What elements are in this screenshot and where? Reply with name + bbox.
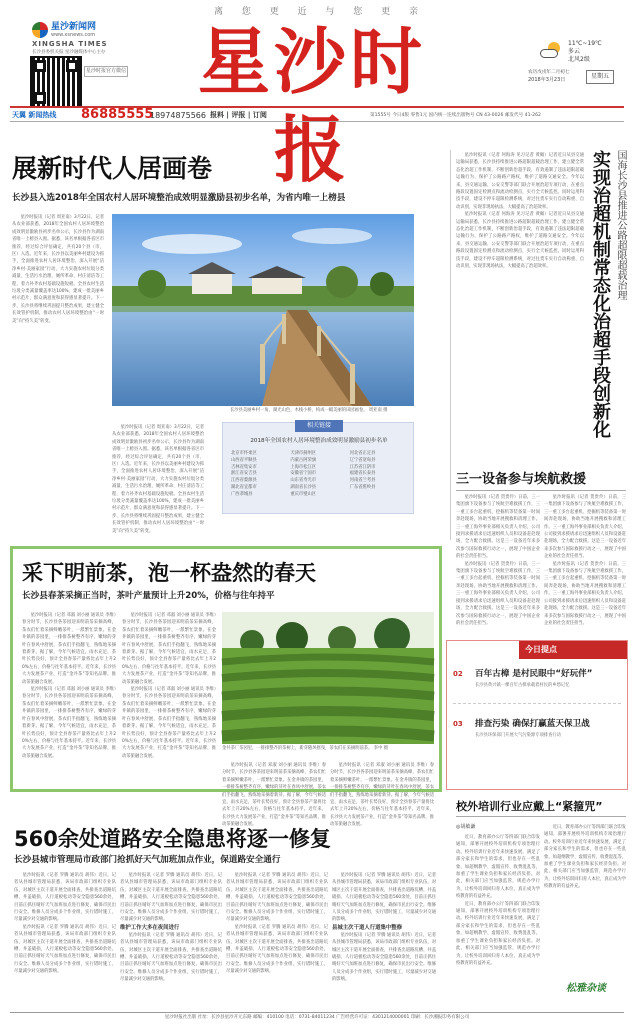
- story4-body-col2: 近日，教育部办公厅等四部门联合印发通知，部署开展校外培训机构专项治理行动。校外培训行业近年来快速发展，满足了部分家长和学生的需求，但也存在一些乱象，如超纲教学、虚假宣传、收费混乱等，加重了学生课业负担和家长经济负担。对此，相关部门应当加强监管，规范办学行为，让校外培训回归育人本位，真正成为学校教育的有益补充。: [544, 825, 626, 890]
- county-item: 江苏省江阴市: [349, 464, 376, 470]
- related-links-title: 2018年全国农村人居环境整治成效明显激励县初步名单: [250, 438, 388, 444]
- story1-body-col2: 星沙时报讯（记者 周亚南）3月22日，记者从农业部获悉，2018年全国农村人居环境整治成效明显激励县初步名单公示，长沙县作为湖南省唯一上榜县入围。据悉，该名单根据各省区市推荐，经过综合评估确定，共有20个县（市、区）入选。近年来，长沙县以美丽乡村建设为抓手，全面推进农村人居环境整治，深入开展“洁净乡村·美丽家园”行动，大力实施农村垃圾分类减量、生活污水治理、厕所革命、村庄清洁等工程，着力补齐农村基础设施短板。全县农村生活垃圾分类减量覆盖率达100%，建成一批美丽乡村示范片，群众满意度和获得感显著提升。下一步，长沙县将继续巩固提升整治成果，建立健全长效管护机制，推动农村人居环境整治由“一时美”向“持久美”转变。: [112, 425, 204, 534]
- story1-body-col1: 星沙时报讯（记者 周亚南）3月22日，记者从农业部获悉，2018年全国农村人居环境整治成效明显激励县初步名单公示，长沙县作为湖南省唯一上榜县入围。据悉，该名单根据各省区市推荐，经过综合评估确定，共有20个县（市、区）入选。近年来，长沙县以美丽乡村建设为抓手，全面推进农村人居环境整治，深入开展“洁净乡村·美丽家园”行动，大力实施农村垃圾分类减量、生活污水治理、厕所革命、村庄清洁等工程，着力补齐农村基础设施短板。全县农村生活垃圾分类减量覆盖率达100%，建成一批美丽乡村示范片，群众满意度和获得感显著提升。下一步，长沙县将继续巩固提升整治成果，建立健全长效管护机制，推动农村人居环境整治由“一时美”向“持久美”转变。: [12, 215, 104, 324]
- story5-body-col2: 星沙时报讯（记者 罗腾 通讯员 胡伟）近日，记者从县城市管理局获悉，该局市政部门组织专业队伍，对城区主次干道开展全面排查，共排查出道路坑槽、井盖破损、人行道板松动等安全隐患560余处，目前正抓住晴好天气加班加点进行修复，确保市民出行安全。维修人员分成多个作业组，实行错时施工，尽量减少对交通的影响。 维护工作大多在夜间进行 星沙时报讯（记者 罗腾 通讯员 胡伟）近日，记者从县城市管理局获悉，该局市政部门组织专业队伍，对城区主次干道开展全面排查，共排查出道路坑槽、井盖破损、人行道板松动等安全隐患560余处，目前正抓住晴好天气加班加点进行修复，确保市民出行安全。维修人员分成多个作业组，实行错时施工，尽量减少对交通的影响。: [120, 873, 222, 983]
- county-item: 北京市怀柔区: [231, 451, 257, 456]
- today-item-num: 02: [453, 670, 463, 678]
- story2-body-col3: 星沙时报讯（记者 邓淑 刘小丽 通讯员 李维）春分时节，长沙县各茶园迎来明前茶采摘高峰，茶农们忙着采摘鲜嫩茶叶，一派繁忙景象。在金井镇的茶园里，一排排茶树整齐有序，嫩绿的芽叶在春风中舒展，茶农们手指翻飞，熟练地采摘着新芽。据了解，今年气候适宜，雨水充足，茶叶长势良好，预计全县春茶产量将比去年上升20%左右，价格与往年基本持平。近年来，长沙县大力发展茶产业，打造“金井茶”等知名品牌，推动茶旅融合发展。: [222, 763, 326, 828]
- mobile-number[interactable]: 18974875566: [150, 111, 206, 120]
- today-box-title: 今日提点: [525, 645, 557, 654]
- weather-box: [528, 38, 610, 68]
- weekday: 星期五: [586, 70, 614, 84]
- slogan-bar: [0, 6, 634, 18]
- hotline-links: 报料 | 评报 | 订阅: [210, 111, 267, 119]
- hotline-bar: [10, 106, 624, 122]
- county-item: 广西恭城县: [231, 491, 253, 497]
- lunar-date: 农历戊戌年二月初七: [528, 70, 570, 75]
- story2-body-col1: 星沙时报讯（记者 邓淑 刘小丽 通讯员 李维）春分时节，长沙县各茶园迎来明前茶采摘高峰，茶农们忙着采摘鲜嫩茶叶，一派繁忙景象。在金井镇的茶园里，一排排茶树整齐有序，嫩绿的芽叶在春风中舒展，茶农们手指翻飞，熟练地采摘着新芽。据了解，今年气候适宜，雨水充足，茶叶长势良好，预计全县春茶产量将比去年上升20%左右，价格与往年基本持平。近年来，长沙县大力发展茶产业，打造“金井茶”等知名品牌，推动茶旅融合发展。 星沙时报讯（记者 邓淑 刘小丽 通讯员 李维）春分时节，长沙县各茶园迎来明前茶采摘高峰，茶农们忙着采摘鲜嫩茶叶，一派繁忙景象。在金井镇的茶园里，一排排茶树整齐有序，嫩绿的芽叶在春风中舒展，茶农们手指翻飞，熟练地采摘着新芽。据了解，今年气候适宜，雨水充足，茶叶长势良好，预计全县春茶产量将比去年上升20%左右，价格与往年基本持平。近年来，长沙县大力发展茶产业，打造“金井茶”等知名品牌，推动茶旅融合发展。: [22, 613, 116, 759]
- link-pingbao[interactable]: 评报: [231, 111, 246, 119]
- county-item: 广东省蕉岭县: [349, 484, 376, 490]
- right-col-body: 星沙时报讯（记者 何海涛 见习记者 黄佩）记者近日从县交通运输局获悉，长沙县持续推进公路超限超载治理工作，建立健全常态化治超工作机制，不断创新治超手段，有效遏制了违法超限超载运输行为，保护了公路路产路权，维护了道路交通安全。今年以来，县交通运输、公安交警等部门联合开展治超专项行动，在重点路段设置固定检测点和流动检测点，实行全天候监控。同时运用科技手段，建设不停车超限检测系统，对过往货车实行自动称重、自动识别，实现非现场执法，大幅提高了治超效率。 星沙时报讯（记者 何海涛 见习记者 黄佩）记者近日从县交通运输局获悉，长沙县持续推进公路超限超载治理工作，建立健全常态化治超工作机制，不断创新治超手段，有效遏制了违法超限超载运输行为，保护了公路路产路权，维护了道路交通安全。今年以来，县交通运输、公安交警等部门联合开展治超专项行动，在重点路段设置固定检测点和流动检测点，实行全天候监控。同时运用科技手段，建设不停车超限检测系统，对过往货车实行自动称重、自动识别，实现非现场执法，大幅提高了治超效率。: [456, 153, 584, 270]
- story2-photo[interactable]: [222, 612, 434, 744]
- issue-info: 第1555号 今日4版 零售1元 国内统一连续出版物号 CN 43-0026 邮发代号 41-262: [370, 113, 541, 118]
- today-item-num: 03: [453, 720, 463, 728]
- story4-headline[interactable]: 校外培训行业应戴上“紧箍咒”: [456, 800, 626, 817]
- story3-body-col2: 星沙时报讯（记者 贺贵伶）日前，三一集团旗下设备参与了埃航空难救援工作，三一重工多台起重机、挖掘机等装备第一时间奔赴现场，协助当地开展搜救和清理工作。三一重工海外事业部相关负责人介绍，公司接到求援请求后迅速组织人员和设备赶赴现场，全力配合救援。这是三一设备近年来多次参与国际救援行动之一，展现了中国企业的社会责任担当。 星沙时报讯（记者 贺贵伶）日前，三一集团旗下设备参与了埃航空难救援工作，三一重工多台起重机、挖掘机等装备第一时间奔赴现场，协助当地开展搜救和清理工作。三一重工海外事业部相关负责人介绍，公司接到求援请求后迅速组织人员和设备赶赴现场，全力配合救援。这是三一设备近年来多次参与国际救援行动之一，展现了中国企业的社会责任担当。: [544, 495, 626, 626]
- story2-headline[interactable]: 采下明前茶，泡一杯盎然的春天: [22, 561, 316, 585]
- weather-desc: 多云: [568, 48, 581, 55]
- link-dingyue[interactable]: 订阅: [252, 111, 267, 119]
- today-box: [446, 640, 628, 790]
- county-item: 吉林省集安市: [231, 464, 257, 470]
- lake-village-illustration: [112, 214, 414, 406]
- footer-text: 星沙时报社出版 社址：长沙县星沙开元东路 邮编：410100 电话：0731-84011234 广告经营许可证：4301214000001 印刷：长沙湘报印务有限公司: [164, 1015, 470, 1020]
- story3-headline[interactable]: 三一设备参与埃航救援: [456, 472, 626, 491]
- site-name: 星沙新闻网: [51, 22, 97, 32]
- county-item: 湖南省长沙县: [290, 484, 317, 490]
- paper-en: XINGSHA TIMES: [32, 40, 108, 48]
- county-item: 山东省寿光市: [290, 478, 317, 484]
- story1-headline[interactable]: 展新时代人居画卷: [12, 154, 213, 183]
- story1-subhead: 长沙县入选2018年全国农村人居环境整治成效明显激励县初步名单，为省内唯一上榜县: [12, 193, 346, 203]
- today-box-header: [447, 641, 627, 659]
- story5-body-col1: 星沙时报讯（记者 罗腾 通讯员 胡伟）近日，记者从县城市管理局获悉，该局市政部门组织专业队伍，对城区主次干道开展全面排查，共排查出道路坑槽、井盖破损、人行道板松动等安全隐患560余处，目前正抓住晴好天气加班加点进行修复，确保市民出行安全。维修人员分成多个作业组，实行错时施工，尽量减少对交通的影响。 星沙时报讯（记者 罗腾 通讯员 胡伟）近日，记者从县城市管理局获悉，该局市政部门组织专业队伍，对城区主次干道开展全面排查，共排查出道路坑槽、井盖破损、人行道板松动等安全隐患560余处，目前正抓住晴好天气加班加点进行修复，确保市民出行安全。维修人员分成多个作业组，实行错时施工，尽量减少对交通的影响。: [14, 873, 116, 975]
- county-item: 福建省长泰县: [349, 471, 376, 477]
- county-item: 河南省兰考县: [349, 478, 376, 484]
- story4-byline: ◎胡敏谦: [456, 824, 476, 830]
- related-links-box: [222, 422, 414, 514]
- story2-subhead: 长沙县春茶采摘正当时，茶叶产量预计上升20%，价格与往年持平: [22, 591, 275, 601]
- paper-note: 长沙县委机关报 星沙融媒体中心主办: [32, 50, 106, 55]
- right-col-headline[interactable]: 实现治超机制常态化治超手段创新化: [590, 150, 611, 438]
- site-url: www.xsnews.com: [51, 32, 96, 38]
- county-item: 河北省正定县: [349, 451, 376, 456]
- county-item: 上海市松江区: [290, 464, 317, 470]
- today-item-title: 百年古樟 是村民眼中“好玩伴”: [475, 669, 593, 679]
- county-item: 湖北省宜都市: [231, 484, 257, 490]
- hotline-label: 天翼 新闻热线: [12, 111, 57, 119]
- county-item: 安徽省宁国市: [290, 471, 317, 477]
- qr-code[interactable]: [32, 58, 80, 106]
- story4-body-col1: 近日，教育部办公厅等四部门联合印发通知，部署开展校外培训机构专项治理行动。校外培训行业近年来快速发展，满足了部分家长和学生的需求，但也存在一些乱象，如超纲教学、虚假宣传、收费混乱等，加重了学生课业负担和家长经济负担。对此，相关部门应当加强监管，规范办学行为，让校外培训回归育人本位，真正成为学校教育的有益补充。 近日，教育部办公厅等四部门联合印发通知，部署开展校外培训机构专项治理行动。校外培训行业近年来快速发展，满足了部分家长和学生的需求，但也存在一些乱象，如超纲教学、虚假宣传、收费混乱等，加重了学生课业负担和家长经济负担。对此，相关部门应当加强监管，规范办学行为，让校外培训回归育人本位，真正成为学校教育的有益补充。: [456, 835, 540, 966]
- county-item: 江西省婺源县: [231, 478, 257, 484]
- today-item-desc: 长沙县黄兴镇一棵百年古樟承载着村民的乡愁记忆: [475, 683, 570, 688]
- weather-temp: 11℃~19℃: [568, 40, 602, 47]
- footer: [10, 1012, 624, 1024]
- logo-mark-icon: [32, 22, 48, 38]
- hotline-number[interactable]: 86885555: [81, 107, 154, 122]
- right-col-divider: [450, 150, 451, 540]
- related-links-tag: 相关链接: [295, 420, 343, 432]
- date-box: [528, 70, 614, 90]
- story5-body-col3: 星沙时报讯（记者 罗腾 通讯员 胡伟）近日，记者从县城市管理局获悉，该局市政部门组织专业队伍，对城区主次干道开展全面排查，共排查出道路坑槽、井盖破损、人行道板松动等安全隐患560余处，目前正抓住晴好天气加班加点进行修复，确保市民出行安全。维修人员分成多个作业组，实行错时施工，尽量减少对交通的影响。 星沙时报讯（记者 罗腾 通讯员 胡伟）近日，记者从县城市管理局获悉，该局市政部门组织专业队伍，对城区主次干道开展全面排查，共排查出道路坑槽、井盖破损、人行道板松动等安全隐患560余处，目前正抓住晴好天气加班加点进行修复，确保市民出行安全。维修人员分成多个作业组，实行错时施工，尽量减少对交通的影响。: [226, 873, 328, 975]
- qr-caption: 星沙时报官方微信: [84, 66, 128, 77]
- story2-body-col4: 星沙时报讯（记者 邓淑 刘小丽 通讯员 李维）春分时节，长沙县各茶园迎来明前茶采摘高峰，茶农们忙着采摘鲜嫩茶叶，一派繁忙景象。在金井镇的茶园里，一排排茶树整齐有序，嫩绿的芽叶在春风中舒展，茶农们手指翻飞，熟练地采摘着新芽。据了解，今年气候适宜，雨水充足，茶叶长势良好，预计全县春茶产量将比去年上升20%左右，价格与往年基本持平。近年来，长沙县大力发展茶产业，打造“金井茶”等知名品牌，推动茶旅融合发展。: [330, 763, 434, 828]
- column-logo: 松雅杂谈: [566, 983, 606, 994]
- story5-headline[interactable]: 560余处道路安全隐患将逐一修复: [14, 827, 331, 851]
- tea-garden-illustration: [222, 612, 434, 744]
- county-list: [231, 451, 409, 499]
- partly-cloudy-icon: [540, 42, 562, 60]
- story5-section2-title: 县城主次干道人行道集中整修: [332, 924, 403, 931]
- slogan: 离 您 更 近 与 您 更 亲: [190, 6, 450, 18]
- link-baoliao[interactable]: 报料: [210, 111, 224, 119]
- story5-body-col4: 星沙时报讯（记者 罗腾 通讯员 胡伟）近日，记者从县城市管理局获悉，该局市政部门组织专业队伍，对城区主次干道开展全面排查，共排查出道路坑槽、井盖破损、人行道板松动等安全隐患560余处，目前正抓住晴好天气加班加点进行修复，确保市民出行安全。维修人员分成多个作业组，实行错时施工，尽量减少对交通的影响。 县城主次干道人行道集中整修 星沙时报讯（记者 罗腾 通讯员 胡伟）近日，记者从县城市管理局获悉，该局市政部门组织专业队伍，对城区主次干道开展全面排查，共排查出道路坑槽、井盖破损、人行道板松动等安全隐患560余处，目前正抓住晴好天气加班加点进行修复，确保市民出行安全。维修人员分成多个作业组，实行错时施工，尽量减少对交通的影响。: [332, 873, 436, 983]
- county-item: 天津市蓟州区: [290, 451, 317, 456]
- weather-wind: 北风2级: [568, 56, 590, 63]
- story1-photo[interactable]: [112, 214, 414, 406]
- paper-title: 星沙时报: [197, 20, 426, 192]
- site-logo[interactable]: [32, 22, 142, 52]
- today-item-desc: 长沙县环保部门开展大气污染源专项排查行动: [475, 733, 561, 738]
- right-col-kicker: 国海长沙县推进公路超限超载治理: [615, 150, 626, 300]
- story1-photo-caption: 长沙县美丽乡村一角，湖光山色、木栈小桥，构成一幅美丽的田园画卷。 周亚南 摄: [230, 408, 388, 413]
- today-item-title: 排查污染 确保打赢蓝天保卫战: [475, 719, 590, 729]
- county-item: 重庆市璧山区: [290, 491, 317, 497]
- story5-subhead: 长沙县城市管理局市政部门抢抓好天气加班加点作业，保道路安全通行: [14, 855, 281, 865]
- county-item: 内蒙古阿荣旗: [290, 457, 317, 463]
- story2-photo-caption: 金井茶厂茶园里，一排排整齐的茶树上，新芽随风摇曳，茶农们在采摘明前茶。 李中 摄: [222, 746, 389, 751]
- county-item: 浙江省安吉县: [231, 471, 257, 477]
- county-item: 山西省平顺县: [231, 457, 257, 463]
- story5-section-title: 维护工作大多在夜间进行: [120, 924, 180, 931]
- story3-body-col1: 星沙时报讯（记者 贺贵伶）日前，三一集团旗下设备参与了埃航空难救援工作，三一重工多台起重机、挖掘机等装备第一时间奔赴现场，协助当地开展搜救和清理工作。三一重工海外事业部相关负责人介绍，公司接到求援请求后迅速组织人员和设备赶赴现场，全力配合救援。这是三一设备近年来多次参与国际救援行动之一，展现了中国企业的社会责任担当。 星沙时报讯（记者 贺贵伶）日前，三一集团旗下设备参与了埃航空难救援工作，三一重工多台起重机、挖掘机等装备第一时间奔赴现场，协助当地开展搜救和清理工作。三一重工海外事业部相关负责人介绍，公司接到求援请求后迅速组织人员和设备赶赴现场，全力配合救援。这是三一设备近年来多次参与国际救援行动之一，展现了中国企业的社会责任担当。: [456, 495, 540, 626]
- county-item: 辽宁省宽甸县: [349, 457, 376, 463]
- issue-date: 2018年3月23日: [528, 77, 566, 83]
- story2-body-col2: 星沙时报讯（记者 邓淑 刘小丽 通讯员 李维）春分时节，长沙县各茶园迎来明前茶采摘高峰，茶农们忙着采摘鲜嫩茶叶，一派繁忙景象。在金井镇的茶园里，一排排茶树整齐有序，嫩绿的芽叶在春风中舒展，茶农们手指翻飞，熟练地采摘着新芽。据了解，今年气候适宜，雨水充足，茶叶长势良好，预计全县春茶产量将比去年上升20%左右，价格与往年基本持平。近年来，长沙县大力发展茶产业，打造“金井茶”等知名品牌，推动茶旅融合发展。 星沙时报讯（记者 邓淑 刘小丽 通讯员 李维）春分时节，长沙县各茶园迎来明前茶采摘高峰，茶农们忙着采摘鲜嫩茶叶，一派繁忙景象。在金井镇的茶园里，一排排茶树整齐有序，嫩绿的芽叶在春风中舒展，茶农们手指翻飞，熟练地采摘着新芽。据了解，今年气候适宜，雨水充足，茶叶长势良好，预计全县春茶产量将比去年上升20%左右，价格与往年基本持平。近年来，长沙县大力发展茶产业，打造“金井茶”等知名品牌，推动茶旅融合发展。: [122, 613, 216, 759]
